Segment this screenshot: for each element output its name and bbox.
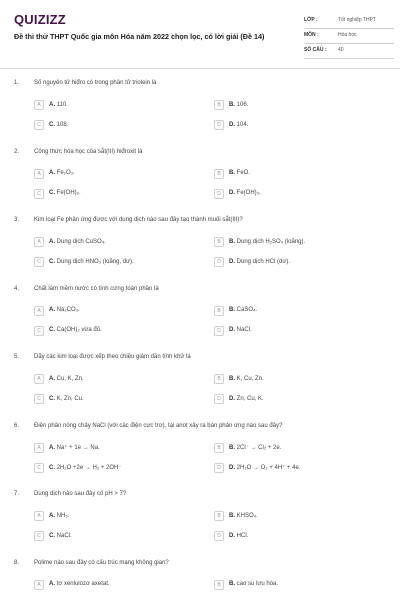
option-letter-box: D <box>214 257 224 267</box>
question-5 <box>0 354 400 414</box>
option-label: C. <box>49 395 55 402</box>
answer-option-c[interactable] <box>34 120 204 133</box>
question-text: Dung dịch nào sau đây có pH > 7? <box>34 491 127 497</box>
option-value: tơ xenlulozơ axetat. <box>56 581 110 587</box>
option-label: C. <box>49 258 55 265</box>
option-text <box>229 464 301 471</box>
answer-option-a[interactable] <box>34 443 204 456</box>
question-text: Kim loại Fe phản ứng được với dung dịch nào sau đây tạo thành muối sắt(III)? <box>34 217 243 223</box>
option-text <box>229 259 290 265</box>
option-letter-box: B <box>214 237 224 247</box>
option-label: D. <box>229 327 235 333</box>
option-value: 110. <box>56 101 68 108</box>
answer-option-a[interactable] <box>34 306 204 319</box>
option-value: Na₂CO₃. <box>56 307 80 313</box>
option-letter-box: D <box>214 531 224 541</box>
option-letter-box: D <box>214 189 224 199</box>
answer-option-c[interactable] <box>34 189 204 202</box>
option-value: CaSO₄. <box>236 307 258 313</box>
option-value: 106. <box>236 101 249 108</box>
question-text: Số nguyên tử hiđro có trong phân tử triolein là <box>34 80 157 86</box>
question-text: Dãy các kim loại được xếp theo chiều giảm dần tính khử là <box>34 354 191 360</box>
question-number: 4. <box>14 285 20 292</box>
answer-option-a[interactable] <box>34 100 204 113</box>
option-value: Zn, Cu, K. <box>236 395 264 402</box>
option-letter-box: A <box>34 443 44 453</box>
question-8 <box>0 560 400 600</box>
meta-value: Hóa học <box>338 32 357 38</box>
answer-option-c[interactable] <box>34 531 204 544</box>
option-value: NH₃. <box>56 512 70 519</box>
option-value: NaCl. <box>56 532 72 539</box>
option-letter-box: B <box>214 100 224 110</box>
option-value: Fe₂O₃. <box>56 170 75 176</box>
option-value: 2Cl⁻ → Cl₂ + 2e. <box>236 445 282 451</box>
option-value: Ca(OH)₂ vừa đủ. <box>56 327 102 333</box>
option-label: A. <box>49 238 55 245</box>
option-letter-box: A <box>34 306 44 316</box>
question-number: 8. <box>14 559 20 566</box>
option-value: Dung dịch H₂SO₄ (loãng). <box>236 238 306 245</box>
option-label: C. <box>49 121 55 128</box>
meta-value: 40 <box>338 47 344 53</box>
question-number: 3. <box>14 217 20 223</box>
option-value: 104. <box>236 121 249 128</box>
option-label: B. <box>229 445 235 451</box>
answer-option-c[interactable] <box>34 326 204 339</box>
option-value: Fe(OH)₃. <box>236 190 261 196</box>
option-label: C. <box>49 465 55 471</box>
option-label: B. <box>229 375 235 382</box>
option-letter-box: B <box>214 306 224 316</box>
option-text <box>49 122 68 128</box>
option-label: B. <box>229 101 235 108</box>
answer-option-b[interactable] <box>214 100 384 113</box>
answer-option-a[interactable] <box>34 511 204 524</box>
question-text: Điện phân nóng chảy NaCl (với các điện cực trơ), tại anot xảy ra bán phản ứng nào sau đây? <box>34 422 283 429</box>
question-number: 1. <box>14 80 20 86</box>
option-value: Dung dịch HNO₃ (loãng, dư). <box>56 258 134 265</box>
option-text <box>49 190 81 196</box>
option-label: B. <box>229 512 235 519</box>
worksheet-title: Đề thi thử THPT Quốc gia môn Hóa năm 2022 chọn lọc, có lời giải (Đề 14) <box>14 32 265 41</box>
question-3 <box>0 217 400 277</box>
option-value: 108. <box>56 121 69 128</box>
option-text <box>49 581 110 587</box>
option-value: K, Zn, Cu. <box>56 395 84 402</box>
question-number: 7. <box>14 491 20 497</box>
option-letter-box: D <box>214 394 224 404</box>
option-text <box>49 170 75 176</box>
option-text <box>229 190 261 196</box>
answer-option-b[interactable] <box>214 443 384 456</box>
option-label: B. <box>229 238 235 245</box>
option-letter-box: C <box>34 394 44 404</box>
answer-option-a[interactable] <box>34 169 204 182</box>
option-value: Na⁺ + 1e → Na. <box>56 445 100 451</box>
question-number: 6. <box>14 422 20 429</box>
option-text <box>229 102 248 108</box>
answer-option-c[interactable] <box>34 463 204 476</box>
option-text <box>49 259 134 265</box>
option-value: Cu, K, Zn. <box>56 375 84 382</box>
option-text <box>229 122 248 128</box>
meta-row-class <box>304 14 394 29</box>
option-value: 2H₂O +2e → H₂ + 2OH⁻ <box>56 465 122 471</box>
option-letter-box: B <box>214 169 224 179</box>
option-letter-box: D <box>214 120 224 130</box>
option-value: NaCl. <box>236 327 252 333</box>
option-letter-box: B <box>214 511 224 521</box>
meta-key: SỐ CÂU : <box>304 47 327 53</box>
answer-option-b[interactable] <box>214 580 384 593</box>
option-letter-box: B <box>214 580 224 590</box>
question-number: 2. <box>14 148 20 155</box>
meta-row-count <box>304 44 394 59</box>
option-label: D. <box>229 258 235 265</box>
option-text <box>229 239 305 245</box>
question-text: Công thức hóa học của sắt(III) hiđroxit là <box>34 148 143 155</box>
option-value: cao su lưu hóa. <box>236 581 279 587</box>
quizizz-logo: QUIZIZZ <box>14 12 66 27</box>
option-text <box>49 444 100 451</box>
option-letter-box: D <box>214 463 224 473</box>
question-text: Polime nào sau đây có cấu trúc mạng không gian? <box>34 559 169 566</box>
option-label: A. <box>49 512 55 519</box>
option-text <box>49 513 69 519</box>
meta-row-subject <box>304 29 394 44</box>
answer-option-d[interactable] <box>214 257 384 270</box>
option-label: A. <box>49 101 55 108</box>
answer-option-b[interactable] <box>214 169 384 182</box>
option-text <box>229 170 250 176</box>
option-text <box>49 396 84 402</box>
option-text <box>229 581 278 587</box>
option-label: B. <box>229 581 235 587</box>
option-label: C. <box>49 190 55 196</box>
option-label: D. <box>229 395 235 402</box>
option-text <box>49 239 106 245</box>
option-label: B. <box>229 170 235 176</box>
answer-option-c[interactable] <box>34 257 204 270</box>
option-letter-box: A <box>34 511 44 521</box>
option-label: D. <box>229 190 235 196</box>
option-label: A. <box>49 581 55 587</box>
question-text: Chất làm mềm nước có tính cứng toàn phần là <box>34 285 159 292</box>
option-letter-box: B <box>214 443 224 453</box>
question-7 <box>0 491 400 551</box>
question-6 <box>0 423 400 483</box>
answer-option-d[interactable] <box>214 531 384 544</box>
option-value: Dung dịch CuSO₄. <box>56 238 106 245</box>
option-text <box>229 396 264 402</box>
answer-option-d[interactable] <box>214 394 384 407</box>
answer-option-a[interactable] <box>34 237 204 250</box>
option-label: C. <box>49 532 55 539</box>
question-4 <box>0 286 400 346</box>
header-divider <box>0 68 400 69</box>
meta-key: MÔN : <box>304 32 319 38</box>
answer-option-b[interactable] <box>214 511 384 524</box>
answer-option-b[interactable] <box>214 306 384 319</box>
option-label: A. <box>49 375 55 382</box>
option-text <box>49 327 102 333</box>
option-letter-box: A <box>34 100 44 110</box>
option-value: Fe(OH)₂. <box>56 190 81 196</box>
option-letter-box: A <box>34 580 44 590</box>
answer-option-d[interactable] <box>214 189 384 202</box>
option-letter-box: C <box>34 531 44 541</box>
option-value: 2H₂O → O₂ + 4H⁺ + 4e. <box>236 465 301 471</box>
option-letter-box: C <box>34 189 44 199</box>
option-letter-box: B <box>214 374 224 384</box>
answer-option-a[interactable] <box>34 580 204 593</box>
meta-key: LỚP : <box>304 17 318 23</box>
option-value: Dung dịch HCl (dư). <box>236 258 291 265</box>
answer-option-d[interactable] <box>214 120 384 133</box>
option-label: B. <box>229 307 235 313</box>
option-label: D. <box>229 532 235 539</box>
worksheet-meta <box>304 14 394 59</box>
option-text <box>229 307 257 313</box>
option-text <box>49 533 72 539</box>
option-text <box>229 376 264 382</box>
answer-option-a[interactable] <box>34 374 204 387</box>
option-label: C. <box>49 327 55 333</box>
option-label: A. <box>49 307 55 313</box>
answer-option-b[interactable] <box>214 237 384 250</box>
question-2 <box>0 149 400 209</box>
option-value: HCl. <box>236 532 249 539</box>
meta-value: Tốt nghiệp THPT <box>338 17 376 23</box>
option-text <box>49 376 84 382</box>
question-number: 5. <box>14 354 20 360</box>
option-text <box>49 464 122 471</box>
option-text <box>229 327 252 333</box>
worksheet-header <box>0 0 400 68</box>
option-text <box>229 513 258 519</box>
option-text <box>49 307 80 313</box>
option-text <box>229 444 281 451</box>
answer-option-d[interactable] <box>214 463 384 476</box>
answer-option-c[interactable] <box>34 394 204 407</box>
option-value: KHSO₄. <box>236 512 258 519</box>
option-value: K, Cu, Zn. <box>236 375 264 382</box>
option-letter-box: C <box>34 120 44 130</box>
answer-option-b[interactable] <box>214 374 384 387</box>
option-label: A. <box>49 445 55 451</box>
option-letter-box: A <box>34 237 44 247</box>
option-label: D. <box>229 121 235 128</box>
option-letter-box: A <box>34 374 44 384</box>
option-label: A. <box>49 170 55 176</box>
question-1 <box>0 80 400 140</box>
option-text <box>49 102 68 108</box>
option-text <box>229 533 248 539</box>
option-letter-box: A <box>34 169 44 179</box>
option-value: FeO. <box>236 170 251 176</box>
option-letter-box: C <box>34 463 44 473</box>
option-label: D. <box>229 465 235 471</box>
answer-option-d[interactable] <box>214 326 384 339</box>
option-letter-box: D <box>214 326 224 336</box>
option-letter-box: C <box>34 257 44 267</box>
option-letter-box: C <box>34 326 44 336</box>
